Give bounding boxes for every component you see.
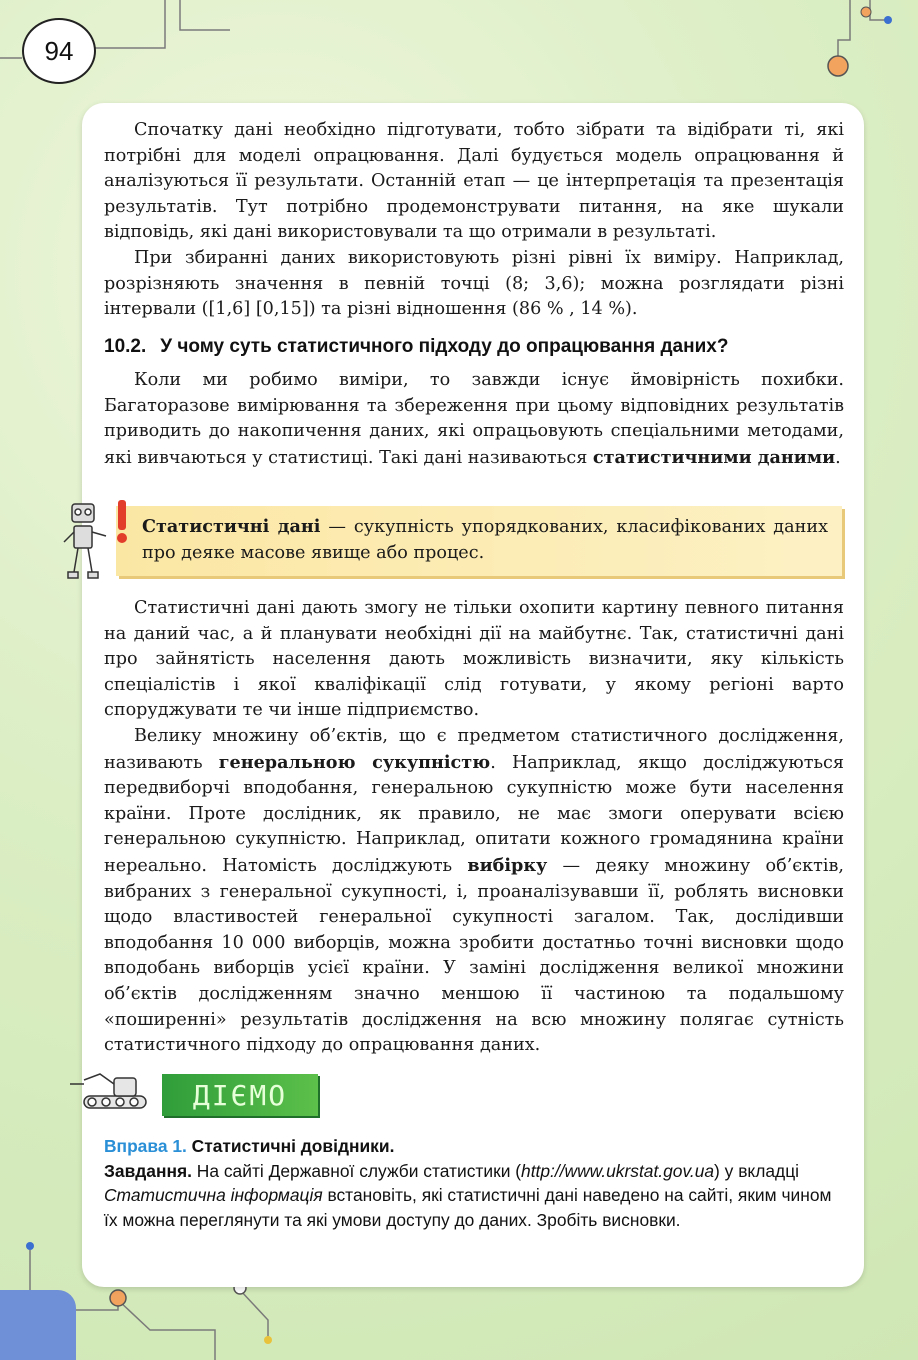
exercise-label: Вправа 1.	[104, 1136, 187, 1156]
exercise-block	[104, 1134, 846, 1232]
task-text: ) у вкладці	[714, 1160, 800, 1181]
paragraph-text: Коли ми робимо виміри, то завжди існує ймовірність похибки. Багаторазове вимірювання та збереження при цьому відповідних результатів приводить до накопичення даних, які опрацьовують спеціальними методами, які вивчаються у статистиці. Такі дані називаються	[104, 370, 844, 468]
diemo-banner: ДІЄМО	[162, 1074, 318, 1116]
main-text	[104, 596, 844, 1059]
page-number: 94	[22, 18, 96, 84]
paragraph: Спочатку дані необхідно підготувати, тобто зібрати та відібрати ті, які потрібні для моделі опрацювання. Далі будується модель опрацювання й аналізуються її результати. Останній етап — це інтерпретація та презентація результатів. Тут потрібно продемонструвати питання, на яке шукали відповідь, які дані використовували та що отримали в результаті.	[104, 120, 844, 243]
task-text: встановіть, які статистичні дані наведено на сайті, яким чином їх можна переглянути та які умови доступу до даних. Зробіть висновки.	[104, 1185, 832, 1230]
paragraph: Статистичні дані дають змогу не тільки охопити картину певного питання на даний час, а й планувати необхідні дії на майбутнє. Так, статистичні дані про зайнятість населення дають можливість визначити, яку кількість спеціалістів і якої кваліфікації слід готувати, у якому регіоні варто споруджувати те чи інше підприємство.	[104, 598, 844, 721]
tab-name: Статистична інформація	[104, 1185, 323, 1205]
paragraph-text: . Наприклад, якщо досліджуються передвиборчі вподобання, генеральною сукупністю може бути населення країни. Проте дослідник, як правило, не має змоги оперувати всією генеральною сукупністю. Наприклад, опитати кожного громадянина країни нереально. Натомість досліджують	[104, 752, 844, 876]
statistics-link[interactable]: http://www.ukrstat.gov.ua	[521, 1160, 715, 1181]
task-text: На сайті Державної служби статистики (	[191, 1160, 522, 1181]
definition-term: Статистичні дані	[142, 516, 321, 537]
definition-body: — сукупність упорядкованих, класифікованих даних про деяке масове явище або процес.	[142, 517, 828, 563]
task-label: Завдання.	[104, 1160, 192, 1181]
bold-term: статистичними даними	[592, 446, 836, 468]
exercise-title: Статистичні довідники.	[186, 1136, 395, 1156]
orange-dot-icon	[828, 56, 848, 76]
paragraph-text: Велику множину об’єктів, що є предметом статистичного дослідження, називають	[104, 725, 844, 773]
paragraph-text: — деяку множину об’єктів, вибраних з генеральної сукупності, і, проаналізувавши її, роблять висновки щодо властивостей генеральної сукупності загалом. Так, дослідивши вподобання 10 000 виборців, можна зробити достатньо точні висновки щодо вподобань виборців усієї країни. У заміні дослідження великої множини об’єктів дослідженням значно меншою її частиною та подальшому «поширенні» результатів дослідження на всю множину полягає сутність статистичного підходу до опрацювання даних.	[104, 855, 844, 1056]
paragraph	[104, 724, 844, 1059]
section-intro-text	[104, 368, 844, 471]
exercise-heading	[104, 1134, 846, 1159]
exercise-task	[104, 1159, 846, 1233]
bold-term: вибірку	[467, 854, 548, 876]
section-title: У чому суть статистичного підходу до опрацювання даних?	[160, 336, 729, 357]
paragraph: Коли ми робимо виміри, то завжди існує ймовірність похибки. Багаторазове вимірювання та збереження при цьому відповідних результатів приводить до накопичення даних, які опрацьовують спеціальними методами, які вивчаються у статистиці. Такі дані називаються статистичними даними.	[104, 370, 844, 468]
bold-term: генеральною сукупністю	[218, 751, 491, 773]
corner-tab	[0, 1290, 76, 1360]
intro-text	[104, 118, 844, 323]
section-number: 10.2.	[104, 336, 147, 357]
robot-icon	[60, 496, 132, 582]
section-heading	[104, 336, 844, 358]
definition-text	[142, 514, 828, 566]
paragraph: При збиранні даних використовують різні рівні їх виміру. Наприклад, розрізняють значення в певній точці (8; 3,6); можна розглядати різні інтервали ([1,6] [0,15]) та різні відношення (86 % , 14 %).	[104, 247, 844, 320]
robot-vehicle-icon	[70, 1066, 156, 1118]
